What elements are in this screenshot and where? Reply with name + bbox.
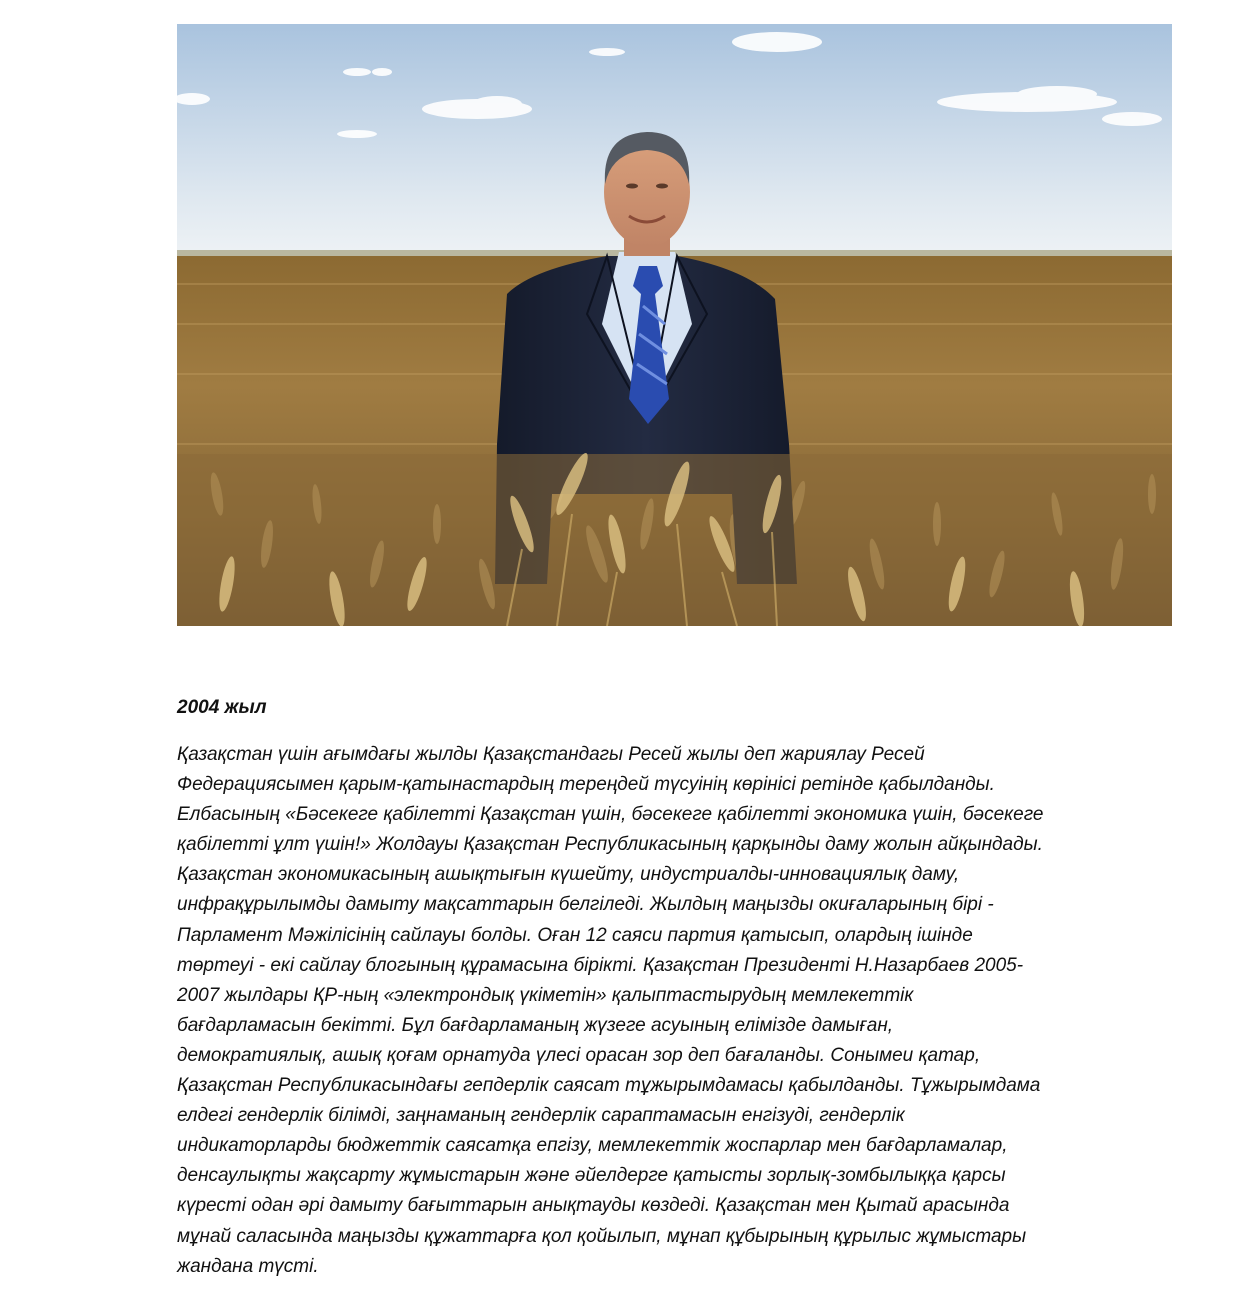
paragraph-line: мұнай саласында маңызды құжаттарға қол қойылып, мұнап құбырының құрылыс жұмыстары [177, 1225, 1027, 1247]
foreground-wheat [177, 450, 1172, 626]
body-paragraph [177, 740, 1177, 1282]
paragraph-line: Федерациясымен қарым-қатынастардың тереңдей түсуінің көрінісі ретінде қабылданды. [177, 774, 995, 796]
paragraph-line: күресті одан әрі дамыту бағыттарын анықтауды көздеді. Қазақстан мен Қытай арасында [177, 1195, 1010, 1217]
year-heading: 2004 жыл [177, 697, 267, 718]
paragraph-line: индикаторларды бюджеттік саясатқа епгізу, мемлекеттік жоспарлар мен бағдарламалар, [177, 1135, 1008, 1157]
paragraph-line: инфрақұрылымды дамыту мақсаттарын белгіледі. Жылдың маңызды окиғаларының бірі - [177, 894, 994, 916]
paragraph-line: 2007 жылдары ҚР-ның «электрондық үкіметін» қалыптастырудың мемлекеттік [177, 984, 914, 1006]
paragraph-line: елдегі гендерлік білімді, заңнаманың гендерлік сараптамасын енгізуді, гендерлік [177, 1105, 905, 1127]
paragraph-line: Қазақстан Республикасындағы гепдерлік саясат тұжырымдамасы қабылданды. Тұжырымдама [177, 1075, 1041, 1097]
paragraph-line: Парламент Мәжілісінің сайлауы болды. Оған 12 саяси партия қатысып, олардың ішінде [177, 924, 973, 946]
photo-illustration [177, 24, 1172, 626]
paragraph-line: денсаулықты жақсарту жұмыстарын және әйелдерге қатысты зорлық-зомбылыққа қарсы [177, 1165, 1006, 1187]
field-photo [177, 24, 1172, 626]
paragraph-line: Қазақстан үшін ағымдағы жылды Қазақстандагы Ресей жылы деп жариялау Ресей [177, 744, 925, 765]
paragraph-line: Қазақстан экономикасының ашықтығын күшейту, индустриалды-инновациялық даму, [177, 864, 960, 886]
paragraph-line: жандана түсті. [177, 1255, 319, 1277]
paragraph-line: қабілетті ұлт үшін!» Жолдауы Қазақстан Республикасының қарқынды даму жолын айқындады. [177, 834, 1043, 856]
paragraph-line: Елбасының «Бәсекеге қабілетті Қазақстан үшін, бәсекеге қабілетті экономика үшін, бәсекеге [177, 804, 1044, 826]
paragraph-line: төртеуі - екі сайлау блогының құрамасына бірікті. Қазақстан Президенті Н.Назарбаев 2005- [177, 954, 1024, 976]
paragraph-line: бағдарламасын бекітті. Бұл бағдарламаның жүзеге асуының елімізде дамыған, [177, 1014, 894, 1036]
paragraph-line: демократиялық, ашық қоғам орнатуда үлесі орасан зор деп бағаланды. Сонымеи қатар, [177, 1044, 981, 1066]
